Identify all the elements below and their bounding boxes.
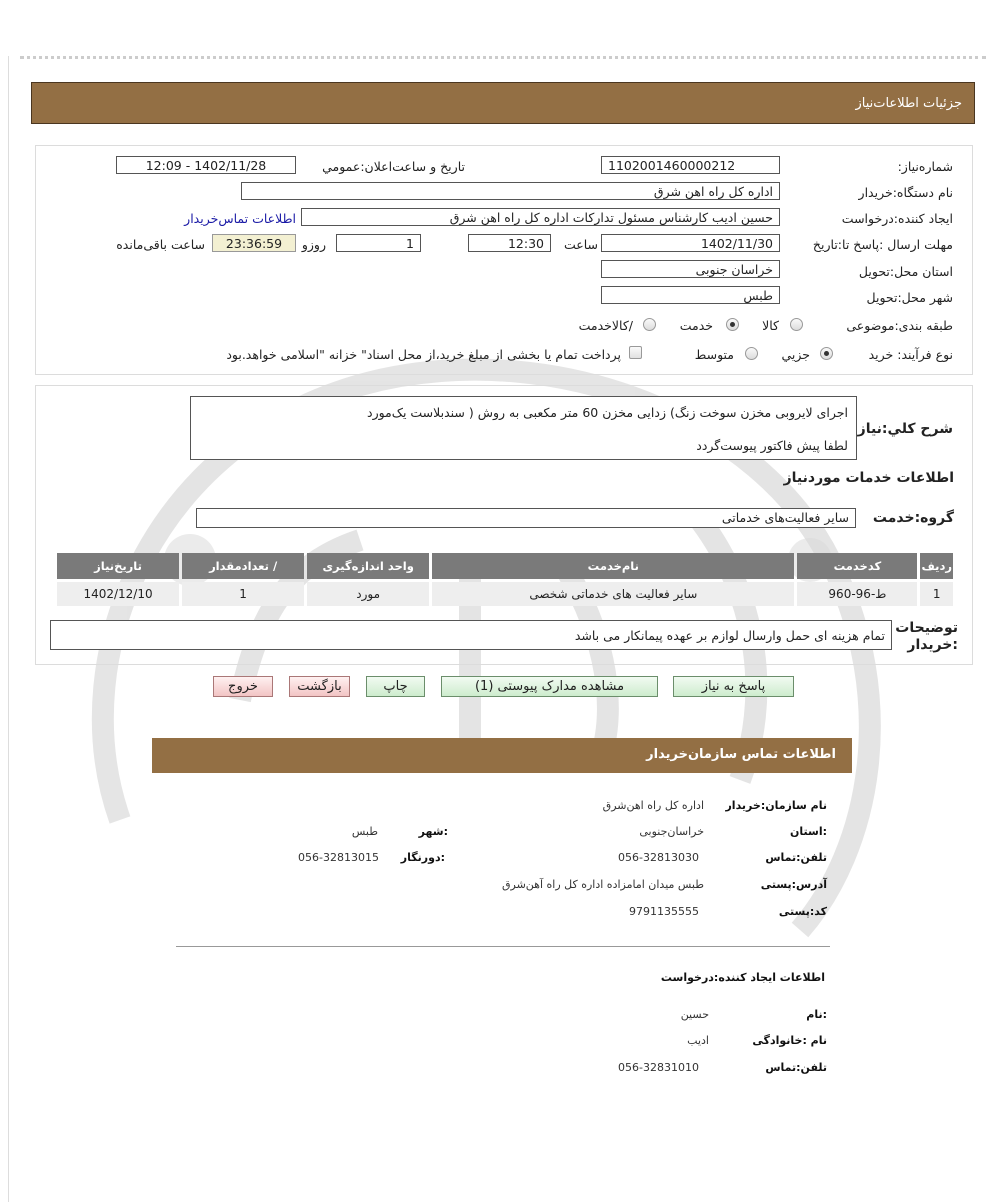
deadline-date-field: 1402/11/30 (601, 234, 780, 252)
view-attachments-button[interactable]: مشاهده مدارک پیوستی (1) (441, 676, 658, 697)
contact-fax-label: :دورنگار (400, 851, 445, 864)
category-goods-service-radio[interactable] (643, 318, 656, 331)
col-code: کدخدمت (797, 553, 917, 579)
contact-phone-label: تلفن:تماس (765, 851, 827, 864)
province-field: خراسان جنوبی (601, 260, 780, 278)
cell-code: ط-96-960 (797, 582, 917, 606)
category-goods-label: کالا (762, 318, 779, 333)
contact-province-value: خراسان‌جنوبی (639, 825, 704, 838)
contact-phone-value: 056-32813030 (618, 851, 699, 864)
treasury-payment-checkbox[interactable] (629, 346, 642, 359)
creator-info-title: اطلاعات ایجاد کننده:درخواست (660, 971, 825, 984)
category-label: طبقه بندی:موضوعی (846, 318, 953, 333)
page-header (31, 82, 975, 124)
need-info-panel (35, 145, 973, 375)
description-line-2: لطفا پیش فاکتور پیوست‌گردد (696, 438, 848, 453)
contact-postal-label: کد:پستی (778, 905, 827, 918)
contact-header (152, 738, 852, 773)
contact-fax-value: 056-32813015 (298, 851, 379, 864)
buyer-contact-link[interactable]: اطلاعات تماس‌خریدار (184, 211, 296, 226)
need-number-label: شماره‌نیاز: (897, 159, 953, 174)
top-divider (20, 56, 986, 59)
category-service-label: خدمت (679, 318, 713, 333)
deadline-label: مهلت ارسال :پاسخ تا:تاریخ (812, 237, 953, 252)
contact-title: اطلاعات تماس سازمان‌خریدار (646, 747, 836, 762)
services-section-title: اطلاعات خدمات موردنیاز (783, 470, 954, 486)
city-label: شهر محل:تحویل (866, 290, 953, 305)
service-group-label: گروه:خدمت (872, 510, 954, 526)
need-number-field: 1102001460000212 (601, 156, 780, 174)
col-row: ردیف (920, 553, 953, 579)
cell-unit: مورد (307, 582, 429, 606)
creator-family-label: نام :خانوادگی (752, 1034, 827, 1047)
creator-phone-label: تلفن:تماس (765, 1061, 827, 1074)
col-name: نام‌خدمت (432, 553, 794, 579)
print-button[interactable]: چاپ (366, 676, 425, 697)
contact-address-value: طبس میدان امامزاده اداره کل راه آهن‌شرق (501, 878, 704, 891)
description-line-1: اجرای لایروبی مخزن سوخت زنگ) زدایی مخزن 60 متر مکعبی به روش ( سندبلاست یک‌مورد (367, 405, 848, 420)
col-date: تاریخ‌نیاز (57, 553, 179, 579)
process-medium-label: متوسط (694, 347, 734, 362)
left-border (8, 56, 9, 1202)
city-field: طبس (601, 286, 780, 304)
col-quantity: / تعدادمقدار (182, 553, 304, 579)
creator-field: حسین ادیب کارشناس مسئول تدارکات اداره کل راه اهن شرق (301, 208, 780, 226)
contact-org-label: نام سازمان:خریدار (725, 799, 827, 812)
announce-label: تاریخ و ساعت‌اعلان‌:عمومي (322, 159, 465, 174)
category-goods-service-label: /کالاخدمت (578, 318, 633, 333)
announce-field: 1402/11/28 - 12:09 (116, 156, 296, 174)
days-label: روزو (301, 237, 326, 252)
creator-name-label: :نام (806, 1008, 827, 1021)
remaining-time-field: 23:36:59 (212, 234, 296, 252)
back-button[interactable]: بازگشت (289, 676, 350, 697)
cell-name: سایر فعالیت های خدماتی شخصی (432, 582, 794, 606)
description-box (190, 396, 857, 460)
process-minor-radio[interactable] (820, 347, 833, 360)
cell-row: 1 (920, 582, 953, 606)
contact-city-value: طبس (351, 825, 378, 838)
process-medium-radio[interactable] (745, 347, 758, 360)
services-table-header (57, 553, 953, 579)
contact-postal-value: 9791135555 (629, 905, 699, 918)
buyer-org-label: نام دستگاه:خریدار (858, 185, 953, 200)
exit-button[interactable]: خروج (213, 676, 273, 697)
category-service-radio[interactable] (726, 318, 739, 331)
contact-org-value: اداره کل راه اهن‌شرق (602, 799, 704, 812)
contact-address-label: آدرس:پستی (760, 878, 827, 891)
creator-name-value: حسین (680, 1008, 709, 1021)
table-row (57, 582, 953, 606)
contact-divider (176, 946, 830, 947)
process-minor-label: جزیي (781, 347, 810, 362)
contact-city-label: :شهر (418, 825, 448, 838)
page-title: جزئیات اطلاعات‌نیاز (855, 96, 962, 111)
creator-phone-value: 056-32831010 (618, 1061, 699, 1074)
buyer-notes-label: توضیحات :خریدار (895, 620, 958, 653)
deadline-time-field: 12:30 (468, 234, 551, 252)
treasury-payment-label: پرداخت تمام یا بخشی از مبلغ خرید،از محل اسناد" خزانه "اسلامی خواهد.بود (226, 347, 621, 362)
category-goods-radio[interactable] (790, 318, 803, 331)
service-group-field: سایر فعالیت‌های خدماتی (196, 508, 856, 528)
creator-family-value: ادیب (687, 1034, 709, 1047)
days-field: 1 (336, 234, 421, 252)
services-table (54, 550, 956, 609)
col-unit: واحد اندازه‌گیری (307, 553, 429, 579)
description-label: شرح کلي:نیاز (857, 421, 953, 437)
deadline-time-label: ساعت (563, 237, 598, 252)
creator-label: ایجاد کننده:درخواست (841, 211, 953, 226)
cell-quantity: 1 (182, 582, 304, 606)
buyer-org-field: اداره کل راه اهن شرق (241, 182, 780, 200)
province-label: استان محل:تحویل (858, 264, 953, 279)
buyer-notes-field: تمام هزینه ای حمل وارسال لوازم بر عهده پیمانکار می باشد (50, 620, 892, 650)
reply-button[interactable]: پاسخ به نیاز (673, 676, 794, 697)
process-label: نوع فرآیند: خرید (868, 347, 953, 362)
remaining-label: ساعت باقی‌مانده (116, 237, 205, 252)
cell-date: 1402/12/10 (57, 582, 179, 606)
contact-province-label: :استان (790, 825, 827, 838)
